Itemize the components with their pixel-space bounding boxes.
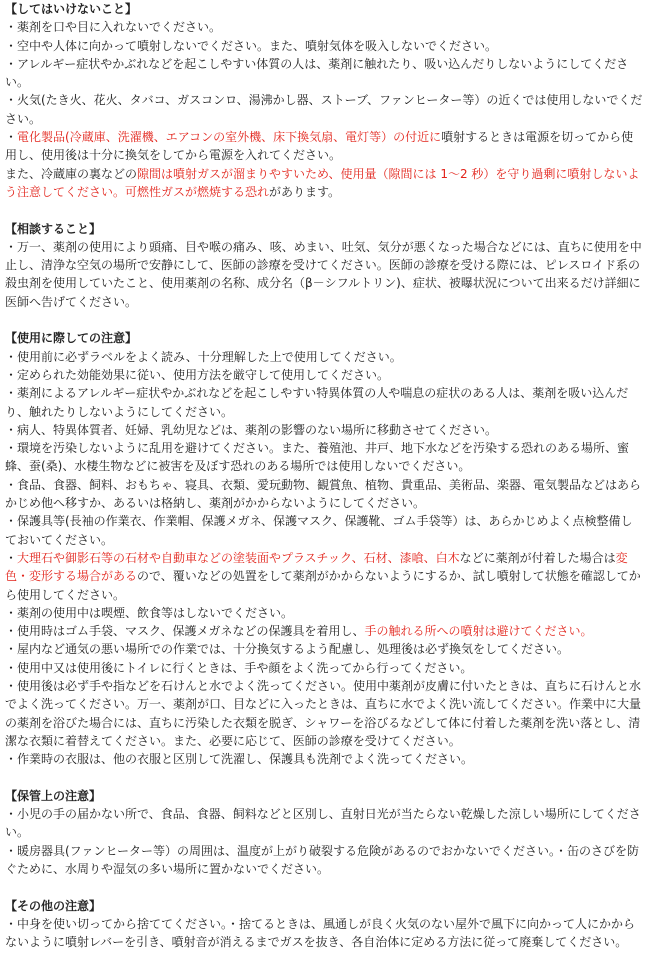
body-text: ・ bbox=[5, 550, 18, 565]
body-text: ・中身を使い切ってから捨ててください。・捨てるときは、風通しが良く火気のない屋外で風下に向かって人にかからないように噴射レバーを引き、噴射音が消えるまでガスを抜き、各自治体に定める方法に従って廃棄してください。 bbox=[5, 916, 636, 950]
precaution-item bbox=[5, 842, 644, 879]
section-heading: 【保管上の注意】 bbox=[5, 788, 102, 803]
body-text: ・小児の手の届かない所で、食品、食器、飼料などと区別し、直射日光が当たらない乾燥した涼しい場所にしてください。 bbox=[5, 807, 641, 840]
section-heading: 【してはいけないこと】 bbox=[5, 2, 138, 16]
body-text: ・薬剤の使用中は喫煙、飲食等はしないでください。 bbox=[5, 605, 294, 620]
body-text: ・屋内など通気の悪い場所での作業では、十分換気するよう配慮し、処理後は必ず換気をしてください。 bbox=[5, 642, 570, 657]
body-text: ・使用中又は使用後にトイレに行くときは、手や顔をよく洗ってから行ってください。 bbox=[5, 660, 473, 675]
precaution-item bbox=[5, 55, 644, 92]
precaution-item bbox=[5, 439, 644, 476]
body-text: ・ bbox=[5, 130, 18, 145]
precaution-item bbox=[5, 165, 644, 202]
body-text: ・使用後は必ず手や指などを石けんと水でよく洗ってください。使用中薬剤が皮膚に付いたときは、直ちに石けんと水でよく洗ってください。万一、薬剤が口、目などに入ったときは、直ちに水でよく洗い流してください。作業中に大量の薬剤を浴びた場合には、直ちに汚染した衣類を脱ぎ、シャワーを浴びるなどして体に付着した薬剤を洗い落とし、清潔な衣類に着替えてください。また、必要に応じて、医師の診療を受けてください。 bbox=[5, 678, 642, 748]
section-heading: 【相談すること】 bbox=[5, 221, 102, 236]
precaution-item bbox=[5, 366, 644, 384]
body-text: ・環境を汚染しないように乱用を避けてください。また、養殖池、井戸、地下水などを汚染する恐れのある場所、蜜蜂、蚕(桑)、水棲生物などに被害を及ぼす恐れのある場所では使用しないでください。 bbox=[5, 441, 630, 474]
precaution-item bbox=[5, 677, 644, 750]
section bbox=[5, 220, 644, 311]
precaution-item bbox=[5, 604, 644, 622]
precaution-item bbox=[5, 421, 644, 439]
precaution-item bbox=[5, 91, 644, 128]
precaution-item bbox=[5, 659, 644, 677]
section bbox=[5, 329, 644, 768]
precaution-item bbox=[5, 805, 644, 842]
sections-container bbox=[5, 0, 644, 951]
precaution-item bbox=[5, 238, 644, 311]
body-text: ・病人、特異体質者、妊婦、乳幼児などは、薬剤の影響のない場所に移動させてください。 bbox=[5, 422, 498, 437]
warning-text: 隙間は噴射ガスが溜まりやすいため、使用量（隙間には 1〜2 秒）を守り過剰に噴射しないよう注意してください。可燃性ガスが燃焼する恐れ bbox=[5, 166, 640, 199]
body-text: ・作業時の衣服は、他の衣服と区別して洗濯し、保護具も洗剤でよく洗ってください。 bbox=[5, 752, 474, 767]
precaution-item bbox=[5, 549, 644, 604]
body-text: ・火気(たき火、花火、タバコ、ガスコンロ、湯沸かし器、ストーブ、ファンヒーター等）の近くでは使用しないでください。 bbox=[5, 93, 643, 126]
precaution-item bbox=[5, 640, 644, 658]
body-text: 噴射するときは電源を切ってから使用し、使用後は十分に換気をしてから電源を入れてください。 bbox=[5, 130, 634, 163]
body-text: ・空中や人体に向かって噴射しないでください。また、噴射気体を吸入しないでください。 bbox=[5, 38, 498, 53]
body-text: ・定められた効能効果に従い、使用方法を厳守して使用してください。 bbox=[5, 367, 390, 382]
body-text: ・使用時はゴム手袋、マスク、保護メガネなどの保護具を着用し、 bbox=[5, 624, 365, 639]
body-text: などに薬剤が付着した場合は bbox=[459, 550, 616, 565]
precaution-item bbox=[5, 18, 644, 36]
body-text: ・アレルギー症状やかぶれなどを起こしやすい体質の人は、薬剤に触れたり、吸い込んだりしないようにしてください。 bbox=[5, 56, 629, 90]
body-text: ・万一、薬剤の使用により頭痛、目や喉の痛み、咳、めまい、吐気、気分が悪くなった場合などには、直ちに使用を中止し、清浄な空気の場所で安静にして、医師の診療を受けてください。医師の診療を受ける際には、ピレスロイド系の殺虫剤を使用していたこと、使用薬剤の名称、成分名（β－シフルトリン)、症状、被曝状況について出来るだけ詳細に医師へ告げてください。 bbox=[5, 239, 642, 309]
section-spacer bbox=[5, 311, 644, 329]
precaution-item bbox=[5, 915, 644, 952]
body-text: ・使用前に必ずラベルをよく読み、十分理解した上で使用してください。 bbox=[5, 349, 402, 364]
precaution-item bbox=[5, 750, 644, 768]
warning-text: 電化製品(冷蔵庫、洗濯機、エアコンの室外機、床下換気扇、電灯等）の付近に bbox=[17, 130, 442, 145]
section-spacer bbox=[5, 768, 644, 786]
section bbox=[5, 787, 644, 878]
body-text: ・食品、食器、飼料、おもちゃ、寝具、衣類、愛玩動物、観賞魚、植物、貴重品、美術品、楽器、電気製品などはあらかじめ他へ移すか、あるいは格納し、薬剤がかからないようにしてください。 bbox=[5, 477, 642, 511]
precaution-item bbox=[5, 476, 644, 513]
precaution-item bbox=[5, 128, 644, 165]
body-text: ので、覆いなどの処置をして薬剤がかからないようにするか、試し噴射して状態を確認してから使用してください。 bbox=[5, 569, 641, 602]
section bbox=[5, 897, 644, 952]
body-text: があります。 bbox=[269, 184, 341, 199]
precaution-item bbox=[5, 384, 644, 421]
warning-text: 変色・変形する場合がある bbox=[5, 550, 628, 584]
body-text: また、冷蔵庫の裏などの bbox=[5, 166, 138, 181]
section-spacer bbox=[5, 878, 644, 896]
section-heading: 【使用に際しての注意】 bbox=[5, 331, 138, 346]
section-spacer bbox=[5, 201, 644, 219]
warning-text: 大理石や御影石等の石材や自動車などの塗装面やプラスチック、石材、漆喰、白木 bbox=[17, 550, 460, 565]
section-heading: 【その他の注意】 bbox=[5, 898, 102, 913]
body-text: ・暖房器具(ファンヒーター等）の周囲は、温度が上がり破裂する危険があるのでおかないでください。・缶のさびを防ぐために、水周りや湿気の多い場所に置かないでください。 bbox=[5, 843, 639, 876]
body-text: ・薬剤によるアレルギー症状やかぶれなどを起こしやすい特異体質の人や喘息の症状のある人は、薬剤を吸い込んだり、触れたりしないようにしてください。 bbox=[5, 386, 629, 419]
precaution-item bbox=[5, 622, 644, 640]
precaution-item bbox=[5, 512, 644, 549]
body-text: ・薬剤を口や目に入れないでください。 bbox=[5, 20, 222, 35]
precaution-item bbox=[5, 348, 644, 366]
section bbox=[5, 0, 644, 201]
body-text: ・保護具等(長袖の作業衣、作業帽、保護メガネ、保護マスク、保護靴、ゴム手袋等）は、あらかじめよく点検整備しておいてください。 bbox=[5, 514, 633, 547]
warning-text: 手の触れる所への噴射は避けてください。 bbox=[364, 624, 593, 639]
precaution-item bbox=[5, 37, 644, 55]
